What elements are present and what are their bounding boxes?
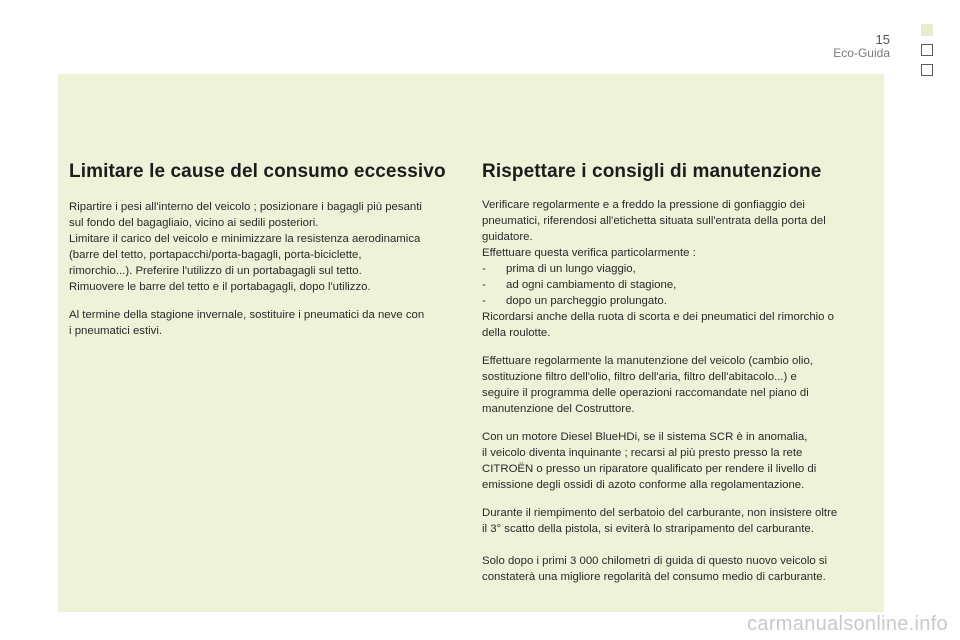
list-item: - dopo un parcheggio prolungato. xyxy=(482,293,874,309)
section-label: Eco-Guida xyxy=(833,46,890,60)
list-item: - ad ogni cambiamento di stagione, xyxy=(482,277,874,293)
right-paragraph-2: Effettuare regolarmente la manutenzione del veicolo (cambio olio, sostituzione filtro dell'olio, filtro dell'aria, filtro dell'abitacolo...) e seguire il programma delle operazioni raccomandate nel piano di manutenzione del Costruttore. xyxy=(482,355,813,415)
watermark: carmanualsonline.info xyxy=(747,613,948,635)
right-title: Rispettare i consigli di manutenzione xyxy=(482,161,822,182)
spare-wheel-text: Ricordarsi anche della ruota di scorta e dei pneumatici del rimorchio o della roulotte. xyxy=(482,311,835,339)
section-tab[interactable] xyxy=(921,64,933,76)
right-paragraph-3: Con un motore Diesel BlueHDi, se il sistema SCR è in anomalia, il veicolo diventa inquinante ; recarsi al più presto presso la rete CITROËN o presso un riparatore qualificato per rendere il livello di emissione degli ossidi di azoto conforme alla regolamentazione. xyxy=(482,431,817,491)
section-nav xyxy=(921,24,939,84)
tyre-check-text: Verificare regolarmente e a freddo la pressione di gonfiaggio dei pneumatici, riferendosi all'etichetta situata sull'entrata della porta del guidatore. Effettuare questa verifica particolarmente : xyxy=(482,199,826,259)
right-paragraph-5: Solo dopo i primi 3 000 chilometri di guida di questo nuovo veicolo si constaterà una migliore regolarità del consumo medio di carburante. xyxy=(482,555,828,583)
right-column xyxy=(482,161,874,597)
section-tab[interactable] xyxy=(921,44,933,56)
list-item: - prima di un lungo viaggio, xyxy=(482,261,874,277)
tyre-check-list xyxy=(482,261,874,309)
page-number: 15 xyxy=(875,32,890,47)
left-paragraph-1: Ripartire i pesi all'interno del veicolo ; posizionare i bagagli più pesanti sul fondo del bagagliaio, vicino ai sedili posteriori. Limitare il carico del veicolo e minimizzare la resistenza aerodinamica (barre del tetto, portapacchi/porta-bagagli, porta-biciclette, rimorchio...). Preferire l'utilizzo di un portabagagli sul tetto. Rimuovere le barre del tetto e il portabagagli, dopo l'utilizzo. xyxy=(69,201,422,293)
left-title: Limitare le cause del consumo eccessivo xyxy=(69,161,446,182)
left-paragraph-2: Al termine della stagione invernale, sostituire i pneumatici da neve con i pneumatici estivi. xyxy=(69,309,425,337)
right-paragraph-1 xyxy=(482,197,874,341)
right-paragraph-4: Durante il riempimento del serbatoio del carburante, non insistere oltre il 3° scatto della pistola, si eviterà lo straripamento del carburante. xyxy=(482,507,838,535)
section-tab-active[interactable] xyxy=(921,24,933,36)
content-panel xyxy=(58,74,884,612)
left-column xyxy=(69,161,459,351)
